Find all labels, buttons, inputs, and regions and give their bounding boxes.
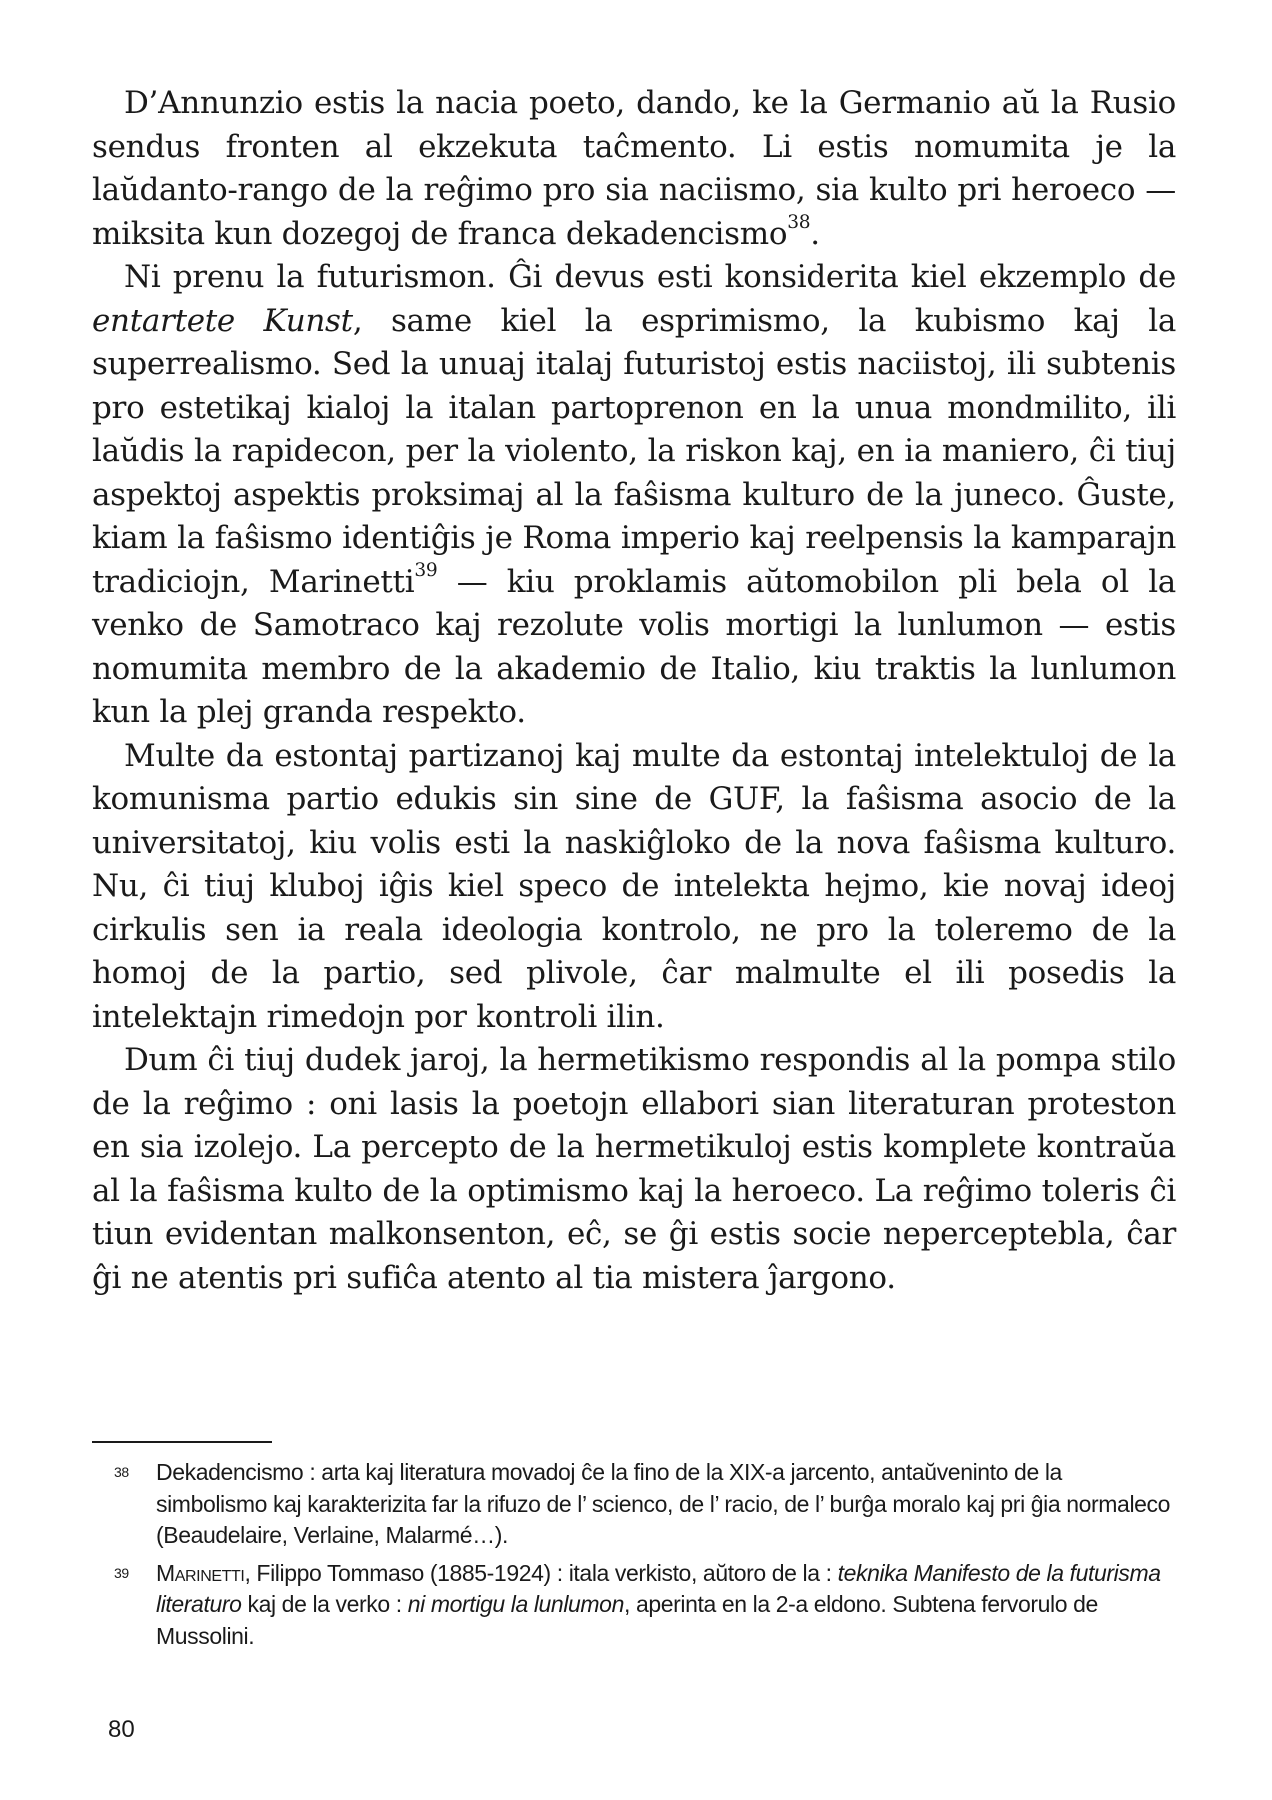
- page-number: 80: [108, 1716, 135, 1743]
- footnote-39: [92, 1558, 1176, 1653]
- paragraph-2-text-b: , same kiel la esprimismo, la kubismo kaj la superrealismo. Sed la unuaj italaj futuristoj estis naciistoj, ili subtenis pro estetikaj kialoj la italan partoprenon en la unua mondmilito, ili laŭdis la rapidecon, per la violento, la riskon kaj, en ia maniero, ĉi tiuj aspektoj aspektis proksimaj al la faŝisma kulturo de la juneco. Ĝuste, kiam la faŝismo identiĝis je Roma imperio kaj reelpensis la kamparajn tradiciojn, Marinetti: [92, 302, 1176, 600]
- footnote-ref-39[interactable]: 39: [414, 559, 438, 581]
- paragraph-3: Multe da estontaj partizanoj kaj multe da estontaj intelektuloj de la komunisma partio edukis sin sine de GUF, la faŝisma asocio de la universitatoj, kiu volis esti la naskiĝloko de la nova faŝisma kulturo. Nu, ĉi tiuj kluboj iĝis kiel speco de intelekta hejmo, kie novaj ideoj cirkulis sen ia reala ideologia kontrolo, ne pro la toleremo de la homoj de la partio, sed plivole, ĉar malmulte el ili posedis la intelektajn rimedojn por kontroli ilin.: [92, 737, 1176, 1035]
- paragraph-1-end: .: [810, 215, 820, 252]
- footnote-number: 38: [114, 1464, 129, 1480]
- paragraph-2: [92, 256, 1176, 735]
- work-title-1: teknika Manifesto de la futurisma literaturo: [156, 1559, 1161, 1617]
- footnote-text-b: kaj de la verko :: [241, 1591, 408, 1617]
- footnote-text-a: , Filippo Tommaso (1885-1924) : itala verkisto, aŭtoro de la :: [244, 1559, 838, 1586]
- footnote-text: [156, 1558, 1176, 1653]
- footnote-38: [92, 1457, 1176, 1552]
- work-title-2: ni mortigu la lunlumon: [407, 1591, 624, 1617]
- paragraph-2-text-c: — kiu proklamis aŭtomobilon pli bela ol la venko de Samotraco kaj rezolute volis mortigi la lunlumon — estis nomumita membro de la akademio de Italio, kiu traktis la lunlumon kun la plej granda respekto.: [92, 563, 1176, 730]
- paragraph-1: [92, 82, 1176, 256]
- footnote-number: 39: [114, 1564, 129, 1581]
- paragraph-2-text-a: Ni prenu la futurismon. Ĝi devus esti konsiderita kiel ekzemplo de: [124, 259, 1176, 295]
- footnotes: [92, 1457, 1176, 1658]
- footnote-separator: [92, 1441, 272, 1443]
- paragraph-4: Dum ĉi tiuj dudek jaroj, la hermetikismo respondis al la pompa stilo de la reĝimo : oni lasis la poetojn ellabori sian literaturan proteston en sia izolejo. La percepto de la hermetikuloj estis komplete kontraŭa al la faŝisma kulto de la optimismo kaj la heroeco. La reĝimo toleris ĉi tiun evidentan malkonsenton, eĉ, se ĝi estis socie neperceptebla, ĉar ĝi ne atentis pri sufiĉa atento al tia mistera ĵargono.: [92, 1042, 1176, 1296]
- footnote-ref-38[interactable]: 38: [787, 211, 811, 233]
- author-name: Marinetti: [156, 1559, 245, 1586]
- footnote-text-c: , aperinta en la 2-a eldono. Subtena fervorulo de Mussolini.: [156, 1591, 1098, 1649]
- paragraph-1-text: D’Annunzio estis la nacia poeto, dando, ke la Germanio aŭ la Rusio sendus fronten al ekzekuta taĉmento. Li estis nomumita je la laŭdanto-rango de la reĝimo pro sia naciismo, sia kulto pri heroeco — miksita kun dozegoj de franca dekadencismo: [92, 85, 1176, 252]
- paragraph-2-emphasis: entartete Kunst: [92, 302, 353, 339]
- main-text: [92, 82, 1176, 1300]
- footnote-text: Dekadencismo : arta kaj literatura movadoj ĉe la fino de la XIX-a jarcento, antaŭveninto de la simbolismo kaj karakterizita far la rifuzo de l’ sciencо, de l’ racio, de l’ burĝa moralo kaj pri ĝia normaleco (Beaudelaire, Verlaine, Malarmé…).: [156, 1459, 1171, 1548]
